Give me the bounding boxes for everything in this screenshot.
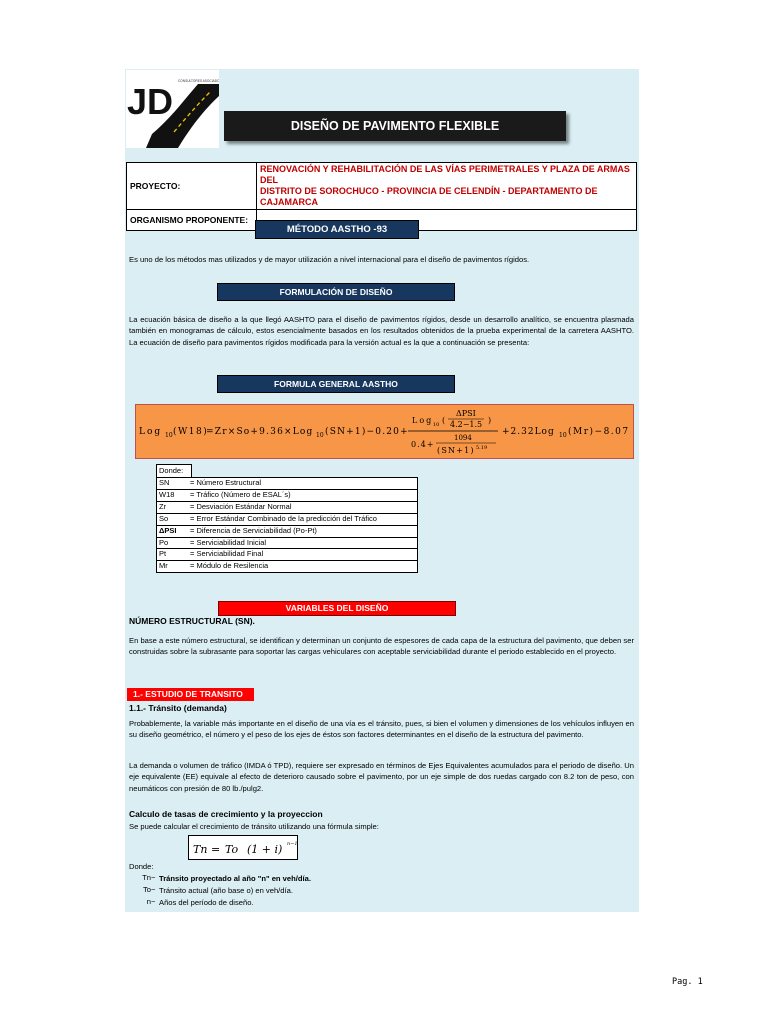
svg-text:1094: 1094 [454, 434, 472, 442]
aashto-equation [135, 404, 634, 459]
road-logo-icon [126, 70, 219, 148]
svg-text:10: 10 [559, 432, 567, 439]
organismo-label: ORGANISMO PROPONENTE: [127, 210, 257, 231]
proyecto-line-1: RENOVACIÓN Y REHABILITACIÓN DE LAS VÍAS PERIMETRALES Y PLAZA DE ARMAS DEL [260, 164, 630, 185]
def-symbol-to: To [142, 885, 151, 894]
svg-text:10: 10 [433, 422, 440, 428]
def-text-to: Tránsito actual (año base o) en veh/día. [159, 886, 293, 895]
variables-table [156, 477, 418, 573]
svg-text:(1 + i): (1 + i) [247, 843, 283, 856]
formulacion-header: FORMULACIÓN DE DISEÑO [217, 283, 455, 301]
def-text-tn: Tránsito proyectado al año "n" en veh/día. [159, 874, 311, 883]
table-row: Po = Serviciabilidad Inicial [157, 537, 418, 549]
transito-paragraph-2: La demanda o volumen de tráfico (IMDA ó TPD), requiere ser expresado en términos de Ejes Equivalentes acumulados para el periodo de diseño. Un eje equivalente (EE) equivale al efecto de deterioro causado sobre el pavimento, por un eje simple de dos ruedas cargado con 8.2 ton de peso, con neumáticos con presión de 80 lb./pulg2. [129, 761, 634, 793]
svg-text:Tn: Tn [193, 843, 208, 856]
document-title: DISEÑO DE PAVIMENTO FLEXIBLE [224, 111, 566, 141]
proyecto-value [257, 163, 637, 210]
company-logo [126, 70, 219, 148]
intro-text: Es uno de los métodos mas utilizados y de mayor utilización a nivel internacional para el diseño de pavimentos rígidos. [129, 255, 530, 264]
table-row: ΔPSI = Diferencia de Serviciabilidad (Po-Pt) [157, 525, 418, 537]
variables-header: VARIABLES DEL DISEÑO [218, 601, 456, 616]
svg-text:=: = [211, 843, 221, 856]
def-text-n: Años del período de diseño. [159, 898, 254, 907]
transito-paragraph-1: Probablemente, la variable más importante en el diseño de una vía es el tránsito, pues, si bien el volumen y dimensiones de los vehículos influyen en su diseño geométrico, el número y el peso de los ejes de éstos son factores determinantes en el diseño de la estructura del pavimento. [129, 719, 634, 740]
page-number: Pag. 1 [672, 977, 703, 987]
estudio-transito-header: 1.- ESTUDIO DE TRANSITO [127, 688, 254, 701]
growth-formula-graphic [189, 836, 297, 859]
svg-text:(SN+1)−0.20+: (SN+1)−0.20+ [325, 427, 409, 437]
sn-title: NÚMERO ESTRUCTURAL (SN). [129, 616, 255, 626]
table-row: SN = Número Estructural [157, 478, 418, 490]
svg-text:To: To [225, 843, 239, 856]
aashto-equation-graphic [136, 405, 633, 458]
def-symbol-n: n [146, 897, 151, 906]
calculo-text: Se puede calcular el crecimiento de tránsito utilizando una fórmula simple: [129, 822, 379, 831]
proyecto-line-2: DISTRITO DE SOROCHUCO - PROVINCIA DE CELENDÍN - DEPARTAMENTO DE CAJAMARCA [260, 186, 598, 207]
calculo-title: Calculo de tasas de crecimiento y la proyeccion [129, 809, 323, 819]
svg-text:n−1: n−1 [287, 841, 297, 847]
svg-text:ΔPSI: ΔPSI [456, 409, 476, 418]
table-row: Mr = Módulo de Resilencia [157, 561, 418, 573]
sn-paragraph: En base a este número estructural, se identifican y determinan un conjunto de espesores de cada capa de la estructura del pavimento, que deben ser construidas sobre la subrasante para soportar las cargas vehiculares con aceptable serviciabilidad durante el periodo establecido en el proyecto. [129, 636, 634, 657]
variables-legend [156, 464, 418, 573]
donde-2-label: Donde: [129, 862, 154, 871]
svg-text:0.4+: 0.4+ [411, 440, 435, 449]
svg-text:): ) [488, 416, 492, 425]
svg-text:(: ( [442, 416, 446, 425]
def-symbol-tn: Tn [142, 873, 151, 882]
logo-letters: JD [127, 81, 174, 122]
proyecto-label: PROYECTO: [127, 163, 257, 210]
def-dash: − [151, 897, 156, 906]
table-row: Zr = Desviación Estándar Normal [157, 501, 418, 513]
svg-text:Log: Log [412, 416, 434, 425]
svg-text:+2.32Log: +2.32Log [502, 427, 555, 437]
formula-general-header: FORMULA GENERAL AASTHO [217, 375, 455, 393]
svg-text:5.19: 5.19 [476, 445, 488, 451]
table-row: W18 = Tráfico (Número de ESAL´s) [157, 489, 418, 501]
growth-formula [188, 835, 298, 860]
svg-text:10: 10 [165, 432, 173, 439]
formulacion-paragraph: La ecuación básica de diseño a la que llegó AASHTO para el diseño de pavimentos rígidos, desde un desarrollo analítico, se encuentra plasmada también en monogramas de cálculo, estos esencialmente basados en los resultados obtenidos de la prueba experimental de la carretera AASHTO. La ecuación de diseño para pavimentos rígidos modificada para la versión actual es la que a continuación se presenta: [129, 315, 634, 347]
def-dash: − [151, 885, 156, 894]
def-dash: − [151, 873, 156, 882]
transito-subtitle: 1.1.- Tránsito (demanda) [129, 703, 227, 713]
method-title: MÉTODO AASTHO -93 [255, 220, 419, 239]
donde-label: Donde: [156, 464, 192, 477]
svg-text:4.2−1.5: 4.2−1.5 [450, 420, 483, 429]
svg-text:(SN+1): (SN+1) [437, 446, 475, 455]
svg-text:(W18): (W18) [173, 427, 209, 437]
svg-text:(Mr)−8.07: (Mr)−8.07 [568, 427, 630, 437]
table-row: Pt = Serviciabilidad Final [157, 549, 418, 561]
table-row: So = Error Estándar Combinado de la predicción del Tráfico [157, 513, 418, 525]
svg-text:=Zr×So+9.36×Log: =Zr×So+9.36×Log [206, 427, 314, 437]
svg-text:Log: Log [139, 427, 163, 437]
logo-tagline: CONSULTORES ASOCIADOS [178, 79, 219, 83]
svg-text:10: 10 [316, 432, 324, 439]
